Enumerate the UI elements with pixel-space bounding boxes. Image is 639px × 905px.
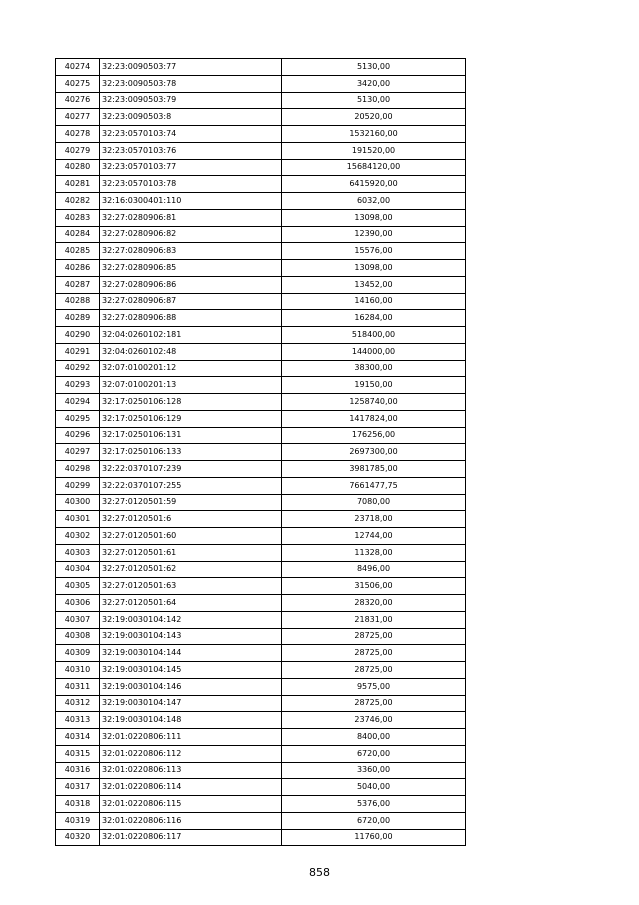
cadastral-number-cell: 32:27:0120501:6 (100, 511, 282, 528)
table-row (56, 209, 466, 226)
value-cell: 3981785,00 (282, 461, 466, 478)
value-cell: 13452,00 (282, 276, 466, 293)
table-row (56, 729, 466, 746)
row-number-cell: 40295 (56, 410, 100, 427)
value-cell: 518400,00 (282, 327, 466, 344)
cadastral-number-cell: 32:01:0220806:117 (100, 829, 282, 846)
table-row (56, 662, 466, 679)
value-cell: 23746,00 (282, 712, 466, 729)
row-number-cell: 40293 (56, 377, 100, 394)
row-number-cell: 40291 (56, 343, 100, 360)
cadastral-number-cell: 32:01:0220806:111 (100, 729, 282, 746)
cadastral-number-cell: 32:27:0120501:62 (100, 561, 282, 578)
table-row (56, 142, 466, 159)
table-row (56, 176, 466, 193)
row-number-cell: 40313 (56, 712, 100, 729)
value-cell: 11328,00 (282, 544, 466, 561)
value-cell: 28725,00 (282, 695, 466, 712)
row-number-cell: 40298 (56, 461, 100, 478)
cadastral-number-cell: 32:01:0220806:114 (100, 779, 282, 796)
table-row (56, 645, 466, 662)
value-cell: 19150,00 (282, 377, 466, 394)
table-row (56, 293, 466, 310)
table-row (56, 243, 466, 260)
value-cell: 31506,00 (282, 578, 466, 595)
row-number-cell: 40312 (56, 695, 100, 712)
cadastral-number-cell: 32:19:0030104:147 (100, 695, 282, 712)
table-row (56, 193, 466, 210)
value-cell: 5130,00 (282, 92, 466, 109)
cadastral-number-cell: 32:27:0280906:88 (100, 310, 282, 327)
row-number-cell: 40294 (56, 394, 100, 411)
cadastral-number-cell: 32:04:0260102:181 (100, 327, 282, 344)
value-cell: 8496,00 (282, 561, 466, 578)
cadastral-number-cell: 32:17:0250106:129 (100, 410, 282, 427)
row-number-cell: 40285 (56, 243, 100, 260)
row-number-cell: 40289 (56, 310, 100, 327)
table-row (56, 611, 466, 628)
cadastral-number-cell: 32:17:0250106:133 (100, 444, 282, 461)
value-cell: 7661477,75 (282, 477, 466, 494)
row-number-cell: 40282 (56, 193, 100, 210)
table-row (56, 578, 466, 595)
row-number-cell: 40320 (56, 829, 100, 846)
value-cell: 7080,00 (282, 494, 466, 511)
table-row (56, 796, 466, 813)
value-cell: 6415920,00 (282, 176, 466, 193)
cadastral-number-cell: 32:16:0300401:110 (100, 193, 282, 210)
table-row (56, 829, 466, 846)
row-number-cell: 40275 (56, 75, 100, 92)
table-body (56, 59, 466, 846)
table-row (56, 427, 466, 444)
value-cell: 9575,00 (282, 678, 466, 695)
row-number-cell: 40300 (56, 494, 100, 511)
table-row (56, 779, 466, 796)
cadastral-number-cell: 32:27:0280906:83 (100, 243, 282, 260)
table-row (56, 343, 466, 360)
row-number-cell: 40278 (56, 126, 100, 143)
cadastral-number-cell: 32:23:0090503:78 (100, 75, 282, 92)
table-row (56, 695, 466, 712)
cadastral-number-cell: 32:01:0220806:112 (100, 745, 282, 762)
page-number: 858 (309, 866, 330, 879)
value-cell: 1417824,00 (282, 410, 466, 427)
table-row (56, 394, 466, 411)
table-row (56, 410, 466, 427)
value-cell: 176256,00 (282, 427, 466, 444)
cadastral-number-cell: 32:22:0370107:239 (100, 461, 282, 478)
value-cell: 28725,00 (282, 628, 466, 645)
cadastral-number-cell: 32:07:0100201:12 (100, 360, 282, 377)
table-row (56, 126, 466, 143)
value-cell: 5130,00 (282, 59, 466, 76)
row-number-cell: 40292 (56, 360, 100, 377)
value-cell: 23718,00 (282, 511, 466, 528)
cadastral-number-cell: 32:04:0260102:48 (100, 343, 282, 360)
value-cell: 1532160,00 (282, 126, 466, 143)
row-number-cell: 40277 (56, 109, 100, 126)
row-number-cell: 40303 (56, 544, 100, 561)
table-row (56, 226, 466, 243)
value-cell: 2697300,00 (282, 444, 466, 461)
value-cell: 20520,00 (282, 109, 466, 126)
cadastral-number-cell: 32:01:0220806:116 (100, 812, 282, 829)
row-number-cell: 40307 (56, 611, 100, 628)
row-number-cell: 40318 (56, 796, 100, 813)
value-cell: 3420,00 (282, 75, 466, 92)
value-cell: 5040,00 (282, 779, 466, 796)
row-number-cell: 40284 (56, 226, 100, 243)
table-row (56, 595, 466, 612)
value-cell: 6032,00 (282, 193, 466, 210)
cadastral-number-cell: 32:01:0220806:115 (100, 796, 282, 813)
row-number-cell: 40306 (56, 595, 100, 612)
value-cell: 6720,00 (282, 745, 466, 762)
table-row (56, 528, 466, 545)
table-row (56, 561, 466, 578)
cadastral-number-cell: 32:17:0250106:131 (100, 427, 282, 444)
table-row (56, 477, 466, 494)
cadastral-number-cell: 32:27:0280906:82 (100, 226, 282, 243)
cadastral-number-cell: 32:01:0220806:113 (100, 762, 282, 779)
cadastral-number-cell: 32:27:0280906:87 (100, 293, 282, 310)
table-row (56, 360, 466, 377)
value-cell: 15576,00 (282, 243, 466, 260)
row-number-cell: 40311 (56, 678, 100, 695)
cadastral-number-cell: 32:19:0030104:148 (100, 712, 282, 729)
row-number-cell: 40304 (56, 561, 100, 578)
value-cell: 16284,00 (282, 310, 466, 327)
row-number-cell: 40276 (56, 92, 100, 109)
row-number-cell: 40305 (56, 578, 100, 595)
value-cell: 191520,00 (282, 142, 466, 159)
value-cell: 12744,00 (282, 528, 466, 545)
value-cell: 38300,00 (282, 360, 466, 377)
cadastral-number-cell: 32:23:0570103:77 (100, 159, 282, 176)
row-number-cell: 40274 (56, 59, 100, 76)
cadastral-number-cell: 32:23:0090503:77 (100, 59, 282, 76)
value-cell: 28725,00 (282, 662, 466, 679)
cadastral-number-cell: 32:27:0280906:86 (100, 276, 282, 293)
table-row (56, 92, 466, 109)
row-number-cell: 40281 (56, 176, 100, 193)
value-cell: 3360,00 (282, 762, 466, 779)
cadastral-number-cell: 32:27:0120501:59 (100, 494, 282, 511)
value-cell: 28320,00 (282, 595, 466, 612)
row-number-cell: 40287 (56, 276, 100, 293)
value-cell: 13098,00 (282, 209, 466, 226)
cadastral-number-cell: 32:27:0120501:63 (100, 578, 282, 595)
row-number-cell: 40319 (56, 812, 100, 829)
table-row (56, 678, 466, 695)
cadastral-number-cell: 32:23:0570103:76 (100, 142, 282, 159)
row-number-cell: 40280 (56, 159, 100, 176)
cadastral-number-cell: 32:19:0030104:145 (100, 662, 282, 679)
table-row (56, 494, 466, 511)
cadastral-number-cell: 32:17:0250106:128 (100, 394, 282, 411)
cadastral-number-cell: 32:19:0030104:146 (100, 678, 282, 695)
row-number-cell: 40315 (56, 745, 100, 762)
row-number-cell: 40290 (56, 327, 100, 344)
table-row (56, 812, 466, 829)
row-number-cell: 40279 (56, 142, 100, 159)
table-row (56, 628, 466, 645)
cadastral-number-cell: 32:27:0280906:81 (100, 209, 282, 226)
row-number-cell: 40301 (56, 511, 100, 528)
row-number-cell: 40297 (56, 444, 100, 461)
cadastral-number-cell: 32:23:0570103:78 (100, 176, 282, 193)
row-number-cell: 40314 (56, 729, 100, 746)
row-number-cell: 40317 (56, 779, 100, 796)
value-cell: 14160,00 (282, 293, 466, 310)
table-row (56, 511, 466, 528)
row-number-cell: 40288 (56, 293, 100, 310)
table-row (56, 377, 466, 394)
row-number-cell: 40310 (56, 662, 100, 679)
table-row (56, 444, 466, 461)
row-number-cell: 40316 (56, 762, 100, 779)
value-cell: 11760,00 (282, 829, 466, 846)
cadastral-number-cell: 32:07:0100201:13 (100, 377, 282, 394)
table-row (56, 260, 466, 277)
row-number-cell: 40309 (56, 645, 100, 662)
table-row (56, 109, 466, 126)
value-cell: 5376,00 (282, 796, 466, 813)
cadastral-number-cell: 32:23:0090503:79 (100, 92, 282, 109)
table-row (56, 310, 466, 327)
table-row (56, 59, 466, 76)
table-row (56, 712, 466, 729)
cadastral-number-cell: 32:19:0030104:144 (100, 645, 282, 662)
value-cell: 8400,00 (282, 729, 466, 746)
table-row (56, 745, 466, 762)
table-row (56, 461, 466, 478)
table-row (56, 762, 466, 779)
value-cell: 21831,00 (282, 611, 466, 628)
cadastral-number-cell: 32:19:0030104:143 (100, 628, 282, 645)
value-cell: 144000,00 (282, 343, 466, 360)
row-number-cell: 40308 (56, 628, 100, 645)
cadastral-number-cell: 32:27:0120501:61 (100, 544, 282, 561)
value-cell: 12390,00 (282, 226, 466, 243)
cadastral-number-cell: 32:23:0570103:74 (100, 126, 282, 143)
row-number-cell: 40302 (56, 528, 100, 545)
value-cell: 28725,00 (282, 645, 466, 662)
cadastral-value-table (55, 58, 466, 846)
row-number-cell: 40283 (56, 209, 100, 226)
table-row (56, 159, 466, 176)
cadastral-number-cell: 32:19:0030104:142 (100, 611, 282, 628)
value-cell: 1258740,00 (282, 394, 466, 411)
table-row (56, 276, 466, 293)
table-row (56, 75, 466, 92)
value-cell: 15684120,00 (282, 159, 466, 176)
cadastral-number-cell: 32:27:0120501:60 (100, 528, 282, 545)
table-row (56, 544, 466, 561)
cadastral-number-cell: 32:27:0280906:85 (100, 260, 282, 277)
cadastral-number-cell: 32:22:0370107:255 (100, 477, 282, 494)
value-cell: 6720,00 (282, 812, 466, 829)
row-number-cell: 40299 (56, 477, 100, 494)
row-number-cell: 40296 (56, 427, 100, 444)
value-cell: 13098,00 (282, 260, 466, 277)
cadastral-number-cell: 32:23:0090503:8 (100, 109, 282, 126)
row-number-cell: 40286 (56, 260, 100, 277)
cadastral-number-cell: 32:27:0120501:64 (100, 595, 282, 612)
table-row (56, 327, 466, 344)
